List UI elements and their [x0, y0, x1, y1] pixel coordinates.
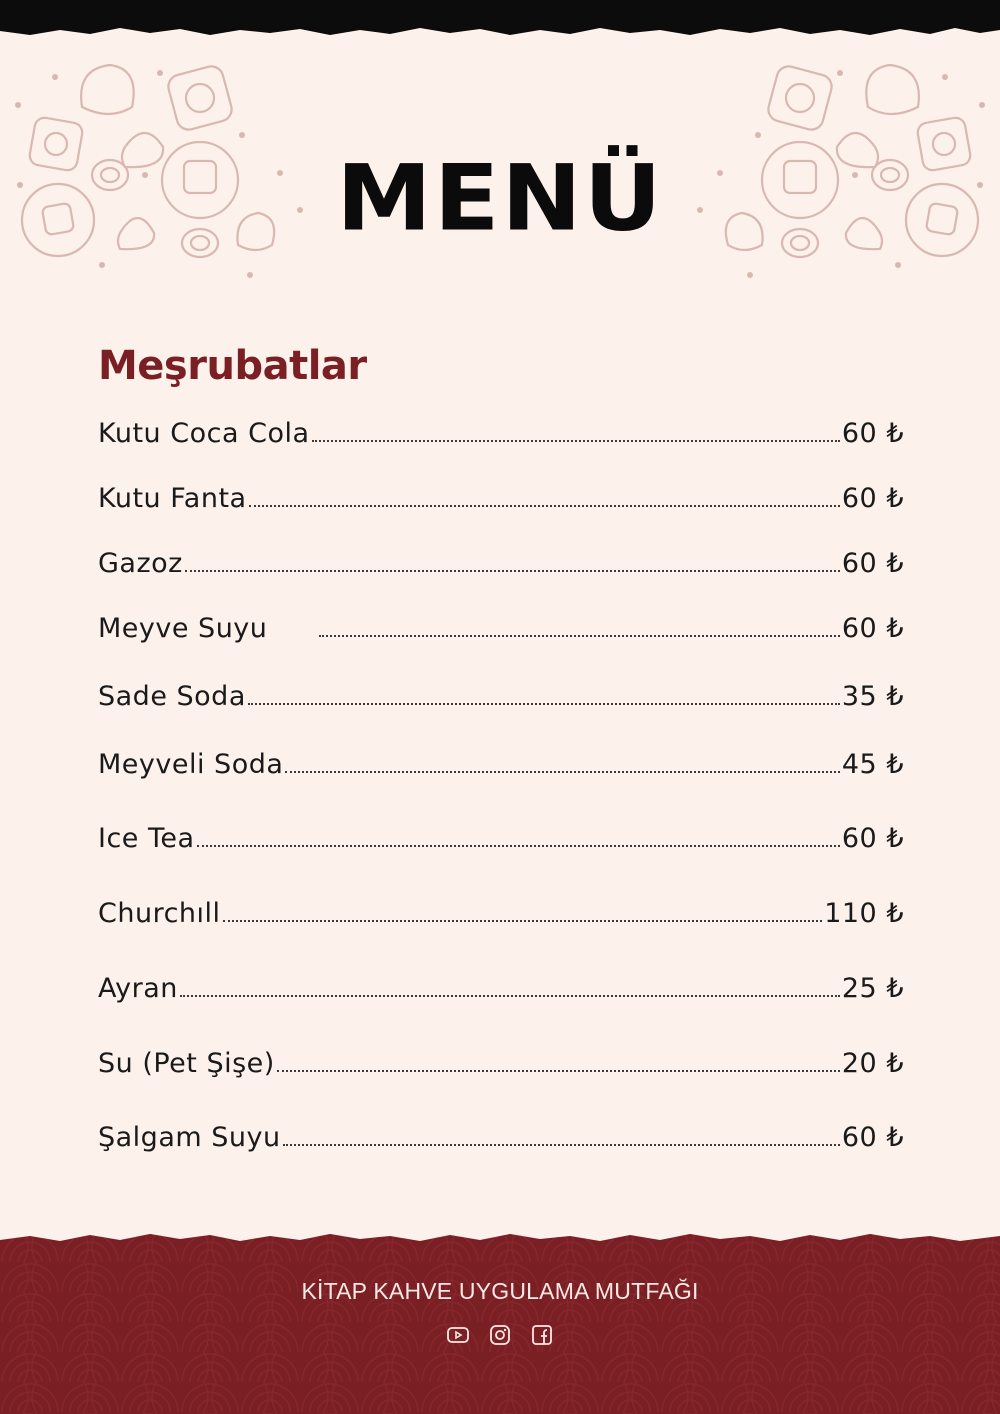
menu-item-price: 60 ₺ — [841, 1122, 904, 1153]
facebook-icon[interactable] — [530, 1323, 554, 1347]
menu-item — [98, 973, 904, 1013]
menu-item-price: 45 ₺ — [841, 749, 904, 780]
dot-leader — [285, 770, 839, 773]
menu-item-name: Gazoz — [98, 548, 183, 579]
dot-leader — [185, 569, 840, 572]
menu-item-name: Meyve Suyu — [98, 613, 268, 644]
menu-item — [98, 1122, 904, 1162]
dot-leader — [319, 634, 839, 637]
sushi-icon — [166, 64, 235, 133]
menu-item — [98, 749, 904, 789]
menu-item — [98, 823, 904, 863]
menu-item-price: 60 ₺ — [841, 548, 904, 579]
menu-item-name: Ayran — [98, 973, 178, 1004]
menu-item-name: Ice Tea — [98, 823, 195, 854]
menu-item-price: 60 ₺ — [841, 483, 904, 514]
menu-item — [98, 548, 904, 588]
menu-item-name: Meyveli Soda — [98, 749, 284, 780]
menu-item-name: Şalgam Suyu — [98, 1122, 281, 1153]
menu-item-price: 25 ₺ — [841, 973, 904, 1004]
dot-leader — [312, 439, 840, 442]
menu-item-price: 110 ₺ — [824, 898, 904, 929]
menu-item — [98, 613, 904, 653]
menu-item-price: 60 ₺ — [841, 418, 904, 449]
social-icons — [0, 1323, 1000, 1347]
dumpling-icon — [866, 65, 919, 114]
dot-leader — [249, 504, 840, 507]
dot-leader — [277, 1069, 840, 1072]
menu-title: MENÜ — [336, 144, 664, 252]
dot-leader — [223, 919, 823, 922]
menu-item-name: Sade Soda — [98, 681, 246, 712]
menu-item-price: 60 ₺ — [841, 613, 904, 644]
menu-item-name: Kutu Fanta — [98, 483, 247, 514]
sushi-icon — [766, 64, 835, 133]
menu-item-price: 35 ₺ — [841, 681, 904, 712]
menu-item-price: 60 ₺ — [841, 823, 904, 854]
dumpling-icon — [81, 65, 134, 114]
youtube-icon[interactable] — [446, 1323, 470, 1347]
top-brush-band — [0, 0, 1000, 40]
menu-item-name: Churchıll — [98, 898, 221, 929]
dot-leader — [180, 994, 840, 997]
menu-item — [98, 1048, 904, 1088]
menu-item-name: Su (Pet Şişe) — [98, 1048, 275, 1079]
menu-item — [98, 898, 904, 938]
instagram-icon[interactable] — [488, 1323, 512, 1347]
menu-item — [98, 681, 904, 721]
menu-item — [98, 483, 904, 523]
section-title: Meşrubatlar — [98, 343, 367, 389]
dot-leader — [283, 1143, 840, 1146]
menu-item-name: Kutu Coca Cola — [98, 418, 310, 449]
footer-title: KİTAP KAHVE UYGULAMA MUTFAĞI — [301, 1278, 699, 1304]
menu-item — [98, 418, 904, 458]
dot-leader — [248, 702, 840, 705]
dot-leader — [197, 844, 840, 847]
menu-item-price: 20 ₺ — [841, 1048, 904, 1079]
